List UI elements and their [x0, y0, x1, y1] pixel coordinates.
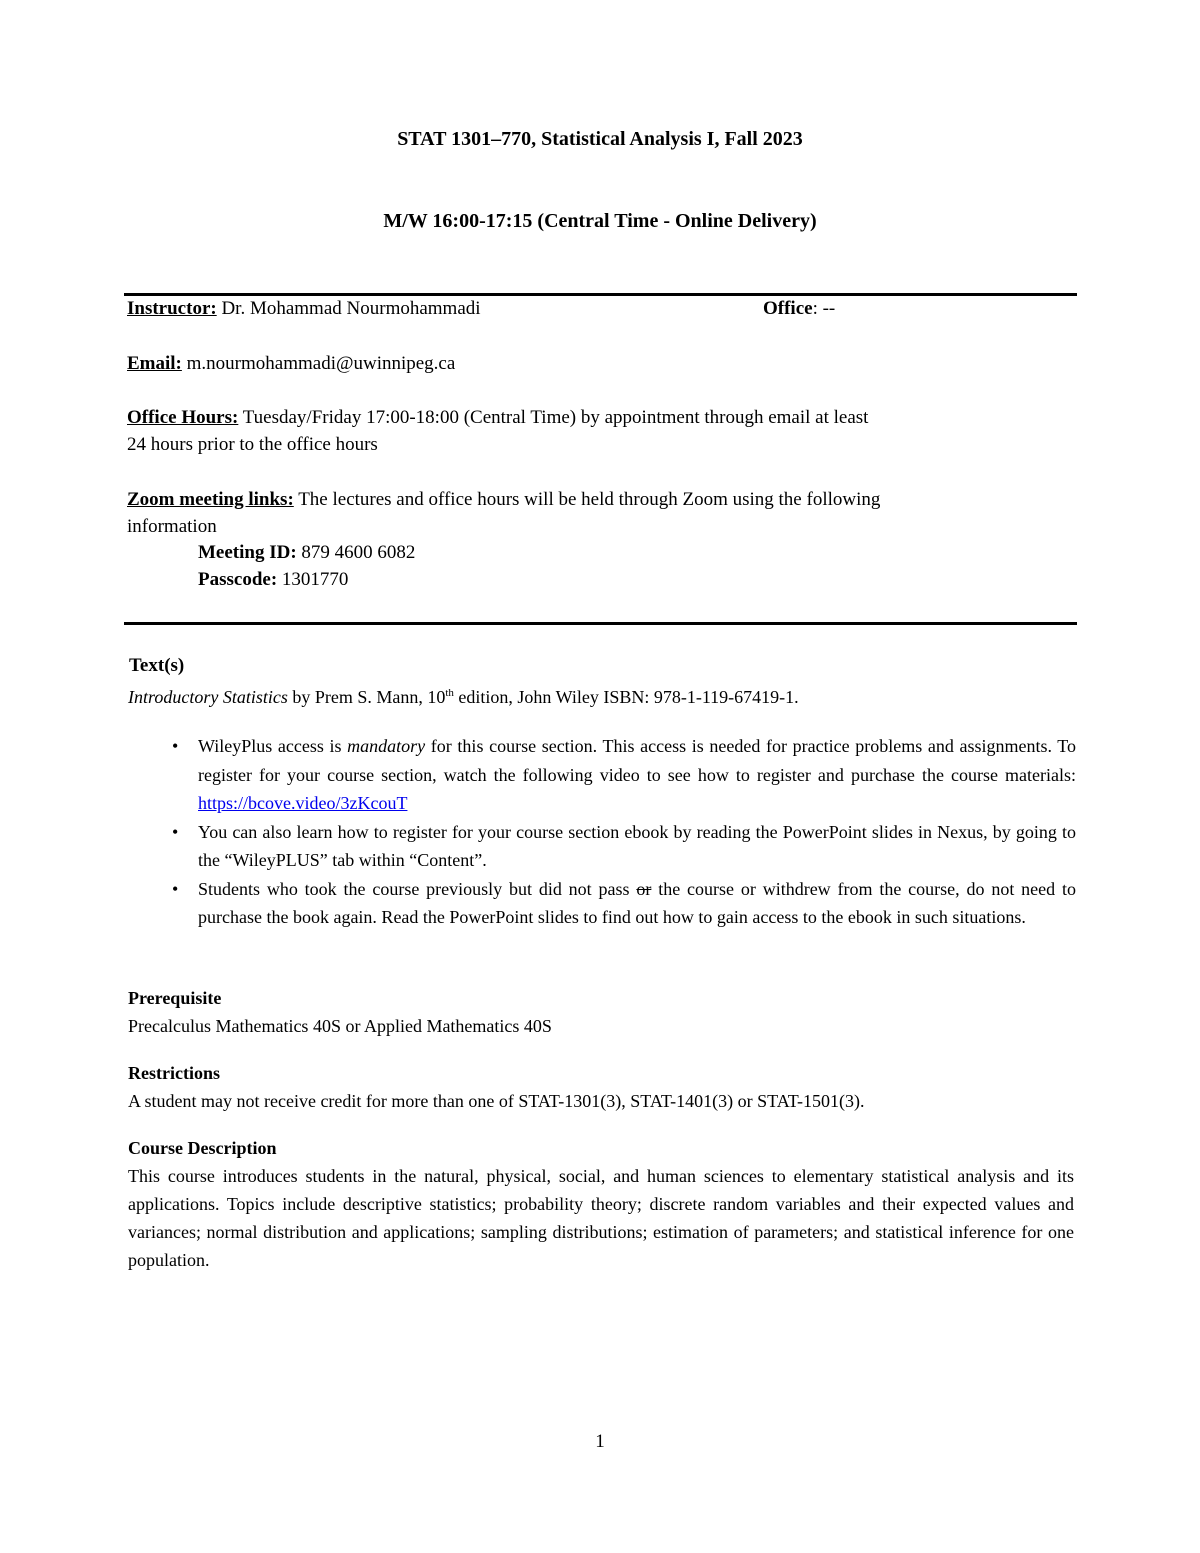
- textbook-line: [128, 679, 799, 711]
- email-value[interactable]: m.nourmohammadi@uwinnipeg.ca: [181, 353, 456, 374]
- instructor-label: Instructor:: [127, 298, 217, 319]
- video-link[interactable]: https://bcove.video/3zKcouT: [198, 793, 408, 813]
- bullet-text: Students who took the course previously but did not pass: [198, 878, 637, 899]
- textbook-author: by Prem S. Mann, 10: [287, 687, 446, 707]
- list-item: [130, 818, 1076, 875]
- meeting-id-line: [198, 542, 415, 564]
- office-hours-label: Office Hours:: [127, 407, 239, 428]
- zoom-line: [127, 489, 880, 511]
- list-item: [130, 875, 1076, 932]
- bullet-emphasis: mandatory: [347, 736, 426, 756]
- office-hours-line-2: 24 hours prior to the office hours: [127, 434, 378, 455]
- course-schedule: M/W 16:00-17:15 (Central Time - Online Delivery): [383, 210, 817, 232]
- prerequisite-text: Precalculus Mathematics 40S or Applied Mathematics 40S: [128, 1016, 552, 1036]
- bullet-text: for this course section. This access is needed for practice problems and assignments. To register for your course section, watch the following video to see how to register and purchase the course materials:: [198, 736, 1077, 785]
- office-value: : --: [812, 298, 836, 319]
- zoom-label: Zoom meeting links:: [127, 489, 294, 510]
- textbook-publisher: edition, John Wiley ISBN: 978-1-119-67419-1.: [453, 687, 799, 707]
- texts-heading: Text(s): [129, 655, 185, 676]
- bullet-icon: •: [172, 736, 179, 756]
- office-line: [763, 298, 835, 320]
- zoom-line-2: information: [127, 516, 217, 537]
- passcode-value: 1301770: [277, 569, 349, 590]
- bullet-text: WileyPlus access is: [198, 736, 348, 756]
- bottom-divider: [124, 622, 1077, 625]
- bullet-text: the course or withdrew from the course, do not need to purchase the book again. Read the PowerPoint slides to find out how to gain access to the ebook in such situations.: [198, 878, 1076, 927]
- office-hours-line: [127, 407, 868, 429]
- prerequisite-heading: Prerequisite: [128, 988, 222, 1008]
- office-label: Office: [763, 298, 813, 319]
- textbook-title: Introductory Statistics: [128, 687, 288, 707]
- bullet-icon: •: [172, 878, 179, 899]
- course-description-heading: Course Description: [128, 1138, 277, 1158]
- email-label: Email:: [127, 353, 182, 374]
- instructor-value: Dr. Mohammad Nourmohammadi: [216, 298, 481, 319]
- course-title: STAT 1301–770, Statistical Analysis I, Fall 2023: [397, 128, 803, 150]
- course-description-text: This course introduces students in the natural, physical, social, and human sciences to elementary statistical analysis and its applications. Topics include descriptive statistics; probability theory; discrete random variables and their expected values and variances; normal distribution and applications; sampling distributions; estimation of parameters; and statistical inference for one population.: [128, 1166, 1074, 1270]
- instructor-line: [127, 298, 481, 320]
- bullet-icon: •: [172, 821, 179, 842]
- passcode-line: [198, 569, 348, 591]
- top-divider: [124, 293, 1077, 296]
- restrictions-heading: Restrictions: [128, 1063, 220, 1083]
- page-number: 1: [595, 1431, 605, 1452]
- meeting-id-label: Meeting ID:: [198, 542, 297, 563]
- wileyplus-bullet-list: [130, 732, 1076, 932]
- email-line: [127, 353, 455, 375]
- passcode-label: Passcode:: [198, 569, 278, 590]
- office-hours-text: Tuesday/Friday 17:00-18:00 (Central Time) by appointment through email at least: [238, 407, 869, 428]
- meeting-id-value: 879 4600 6082: [296, 542, 416, 563]
- restrictions-text: A student may not receive credit for more than one of STAT-1301(3), STAT-1401(3) or STAT-1501(3).: [128, 1091, 865, 1111]
- bullet-text: You can also learn how to register for your course section ebook by reading the PowerPoint slides in Nexus, by going to the “WileyPLUS” tab within “Content”.: [198, 821, 1076, 870]
- zoom-text: The lectures and office hours will be held through Zoom using the following: [293, 489, 881, 510]
- struck-text: or: [636, 878, 652, 899]
- list-item: [130, 732, 1076, 818]
- textbook-edition-sup: th: [445, 687, 454, 699]
